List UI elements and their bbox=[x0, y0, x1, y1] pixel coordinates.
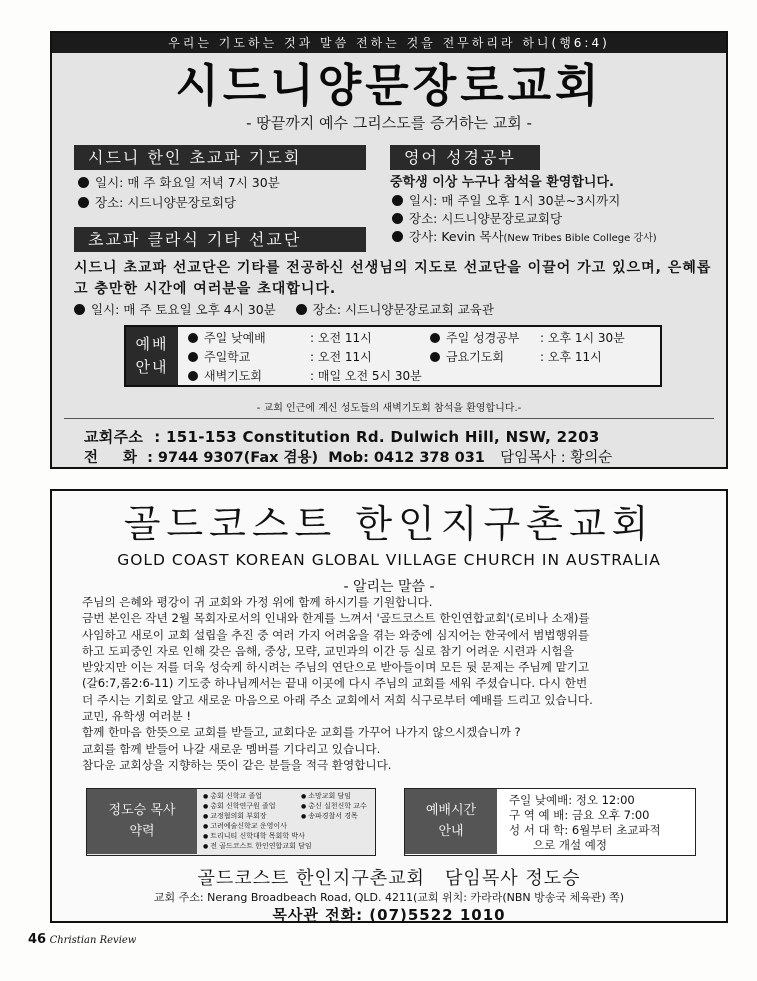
page-footer bbox=[28, 932, 136, 947]
bible-study-time: 일시: 매 주일 오후 1시 30분~3시까지 bbox=[392, 192, 620, 210]
bullet-icon bbox=[430, 352, 440, 362]
bullet-icon bbox=[74, 304, 85, 315]
profile-item: ● 총회 신학교 졸업 bbox=[203, 792, 262, 801]
body-line: 하고 도피중인 자로 인해 갖은 음해, 중상, 모략, 교민과의 이간 등 실로 참기 어려운 시련과 시험을 bbox=[82, 643, 574, 658]
bullet-icon bbox=[392, 213, 403, 224]
pastor-profile-label: 정도승 목사 약력 bbox=[87, 789, 197, 854]
schedule-time: : 오전 11시 bbox=[310, 350, 372, 364]
service-times-box bbox=[404, 788, 696, 856]
bible-study-teacher: 강사: Kevin 목사(New Tribes Bible College 강사) bbox=[392, 228, 657, 248]
body-line: 주님의 은혜와 평강이 귀 교회와 가정 위에 함께 하시기를 기원합니다. bbox=[82, 595, 433, 609]
church-and-pastor-name: 골드코스트 한인지구촌교회 담임목사 정도승 bbox=[197, 868, 581, 889]
guitar-mission-schedule: 일시: 매 주 토요일 오후 4시 30분 장소: 시드니양문장로교회 교육관 bbox=[74, 301, 494, 318]
pastor-profile-box bbox=[86, 788, 376, 856]
schedule-item: 주일학교 bbox=[188, 349, 250, 365]
church-title: 골드코스트 한인지구촌교회 bbox=[123, 502, 655, 546]
church-english-name: GOLD COAST KOREAN GLOBAL VILLAGE CHURCH IN AUSTRALIA bbox=[117, 551, 661, 569]
bullet-icon bbox=[296, 304, 307, 315]
magazine-name: Christian Review bbox=[49, 935, 137, 946]
church-subtitle: - 땅끝까지 예수 그리스도를 증거하는 교회 - bbox=[246, 114, 532, 132]
service-item: 성 서 대 학: 6월부터 초교파적 bbox=[509, 823, 661, 837]
body-line: 교민, 유학생 여러분 ! bbox=[82, 709, 191, 724]
church-address: 교회 주소: Nerang Broadbeach Road, QLD. 4211(교회 위치: 카라라(NBN 방송국 체육관) 쪽) bbox=[153, 891, 625, 904]
profile-item: ● 소망교회 담임 bbox=[301, 792, 351, 801]
schedule-time: : 오전 11시 bbox=[310, 331, 372, 345]
profile-item: ● 교정협의회 부회장 bbox=[203, 812, 267, 821]
service-item: 으로 개설 예정 bbox=[533, 838, 607, 852]
body-line: 받았지만 이는 저를 더욱 성숙케 하시려는 주님의 연단으로 받아들이며 모든 뒷 문제는 주님께 맡기고 bbox=[82, 660, 590, 675]
body-line: (갈6:7,롬2:6-11) 기도중 하나님께서는 끝내 이곳에 다시 주님의 교회를 세워 주셨습니다. 다시 한번 bbox=[82, 676, 588, 691]
global-village-church-ad bbox=[50, 489, 728, 923]
profile-item: ● 트리니티 신학대학 목회학 박사 bbox=[203, 832, 305, 841]
pastor-name: 담임목사 : 황의순 bbox=[500, 450, 613, 466]
bullet-icon bbox=[188, 371, 198, 381]
bible-study-heading: 영어 성경공부 bbox=[390, 145, 540, 170]
profile-item: ● 고려예술신학교 운영이사 bbox=[203, 822, 287, 831]
announcement-heading: - 알리는 말씀 - bbox=[343, 579, 435, 595]
church-title: 시드니양문장로교회 bbox=[175, 59, 603, 112]
dawn-prayer-notice: - 교회 인근에 계신 성도들의 새벽기도회 참석을 환영합니다.- bbox=[256, 403, 522, 414]
guitar-mission-heading: 초교파 클라식 기타 선교단 bbox=[74, 227, 366, 252]
bible-study-teacher-note: (New Tribes Bible College 강사) bbox=[503, 233, 657, 244]
bullet-icon bbox=[78, 197, 89, 208]
profile-item: ● 전 골드코스트 한인연합교회 담임 bbox=[203, 842, 312, 851]
worship-schedule-label: 예배 안내 bbox=[126, 327, 178, 385]
schedule-time: : 오후 1시 30분 bbox=[540, 331, 625, 345]
service-times-label: 예배시간 안내 bbox=[405, 789, 497, 854]
schedule-item: 주일 낮예배 bbox=[188, 330, 266, 346]
profile-item: ● 송파경찰서 경목 bbox=[301, 812, 358, 821]
phone-label: 전 화 bbox=[84, 450, 148, 466]
manse-phone: 목사관 전화: (07)5522 1010 bbox=[272, 906, 506, 924]
body-line: 교회를 함께 받들어 나갈 새로운 멤버를 기다리고 있습니다. bbox=[82, 741, 381, 756]
bullet-icon bbox=[392, 231, 403, 242]
body-line: 사임하고 새로이 교회 설립을 추진 중 여러 가지 어려움을 겪는 와중에 심지어는 한국에서 범법행위를 bbox=[82, 627, 590, 642]
body-line: 함께 한마음 한뜻으로 교회를 받들고, 교회다운 교회를 가꾸어 나가지 않으시겠습니까 ? bbox=[82, 725, 521, 740]
yangmun-church-ad bbox=[50, 31, 728, 469]
worship-schedule-box bbox=[124, 325, 662, 387]
prayer-meeting-place: 장소: 시드니양문장로회당 bbox=[78, 194, 236, 212]
bullet-icon bbox=[430, 333, 440, 343]
bullet-icon bbox=[188, 352, 198, 362]
body-line: 금번 본인은 작년 2월 목회자로서의 인내와 한계를 느껴서 '골드코스트 한인연합교회'(로비나 소재)를 bbox=[82, 611, 590, 626]
bible-study-place: 장소: 시드니양문장로교회당 bbox=[392, 210, 562, 228]
bible-verse-banner: 우리는 기도하는 것과 말씀 전하는 것을 전무하리라 하니(행6:4) bbox=[52, 33, 726, 53]
body-line: 더 주시는 기회로 알고 새로운 마음으로 아래 주소 교회에서 저희 식구로부터 예배를 드리고 있습니다. bbox=[82, 692, 593, 707]
divider bbox=[64, 418, 714, 419]
bullet-icon bbox=[392, 195, 403, 206]
bullet-icon bbox=[188, 333, 198, 343]
profile-item: ● 총회 신학연구원 졸업 bbox=[203, 802, 276, 811]
schedule-item: 금요기도회 bbox=[430, 349, 504, 365]
profile-item: ● 총신 실천신학 교수 bbox=[301, 802, 367, 811]
bible-study-intro: 중학생 이상 누구나 참석을 환영합니다. bbox=[390, 175, 614, 190]
church-contact bbox=[84, 446, 612, 467]
body-line: 참다운 교회상을 지향하는 뜻이 같은 분들을 적극 환영합니다. bbox=[82, 757, 392, 772]
phone-number: : 9744 9307(Fax 겸용) bbox=[147, 450, 319, 466]
prayer-meeting-heading: 시드니 한인 초교파 기도회 bbox=[74, 145, 366, 170]
church-address: 교회주소 : 151-153 Constitution Rd. Dulwich Hill, NSW, 2203 bbox=[84, 428, 600, 446]
service-item: 주일 낮예배: 정오 12:00 bbox=[509, 793, 635, 807]
bullet-icon bbox=[78, 177, 89, 188]
schedule-time: : 매일 오전 5시 30분 bbox=[310, 369, 422, 383]
page-number: 46 bbox=[28, 932, 47, 947]
service-item: 구 역 예 배: 금요 오후 7:00 bbox=[509, 808, 650, 822]
guitar-mission-text: 시드니 초교파 선교단은 기타를 전공하신 선생님의 지도로 선교단을 이끌어 가고 있으며, 은혜롭고 충만한 시간에 여러분을 초대합니다. bbox=[74, 260, 712, 297]
schedule-item: 새벽기도회 bbox=[188, 368, 262, 384]
mobile-number: Mob: 0412 378 031 bbox=[328, 450, 485, 466]
announcement-body bbox=[82, 594, 722, 773]
schedule-item: 주일 성경공부 bbox=[430, 330, 519, 346]
schedule-time: : 오후 11시 bbox=[540, 350, 602, 364]
prayer-meeting-time: 일시: 매 주 화요일 저녁 7시 30분 bbox=[78, 174, 280, 192]
